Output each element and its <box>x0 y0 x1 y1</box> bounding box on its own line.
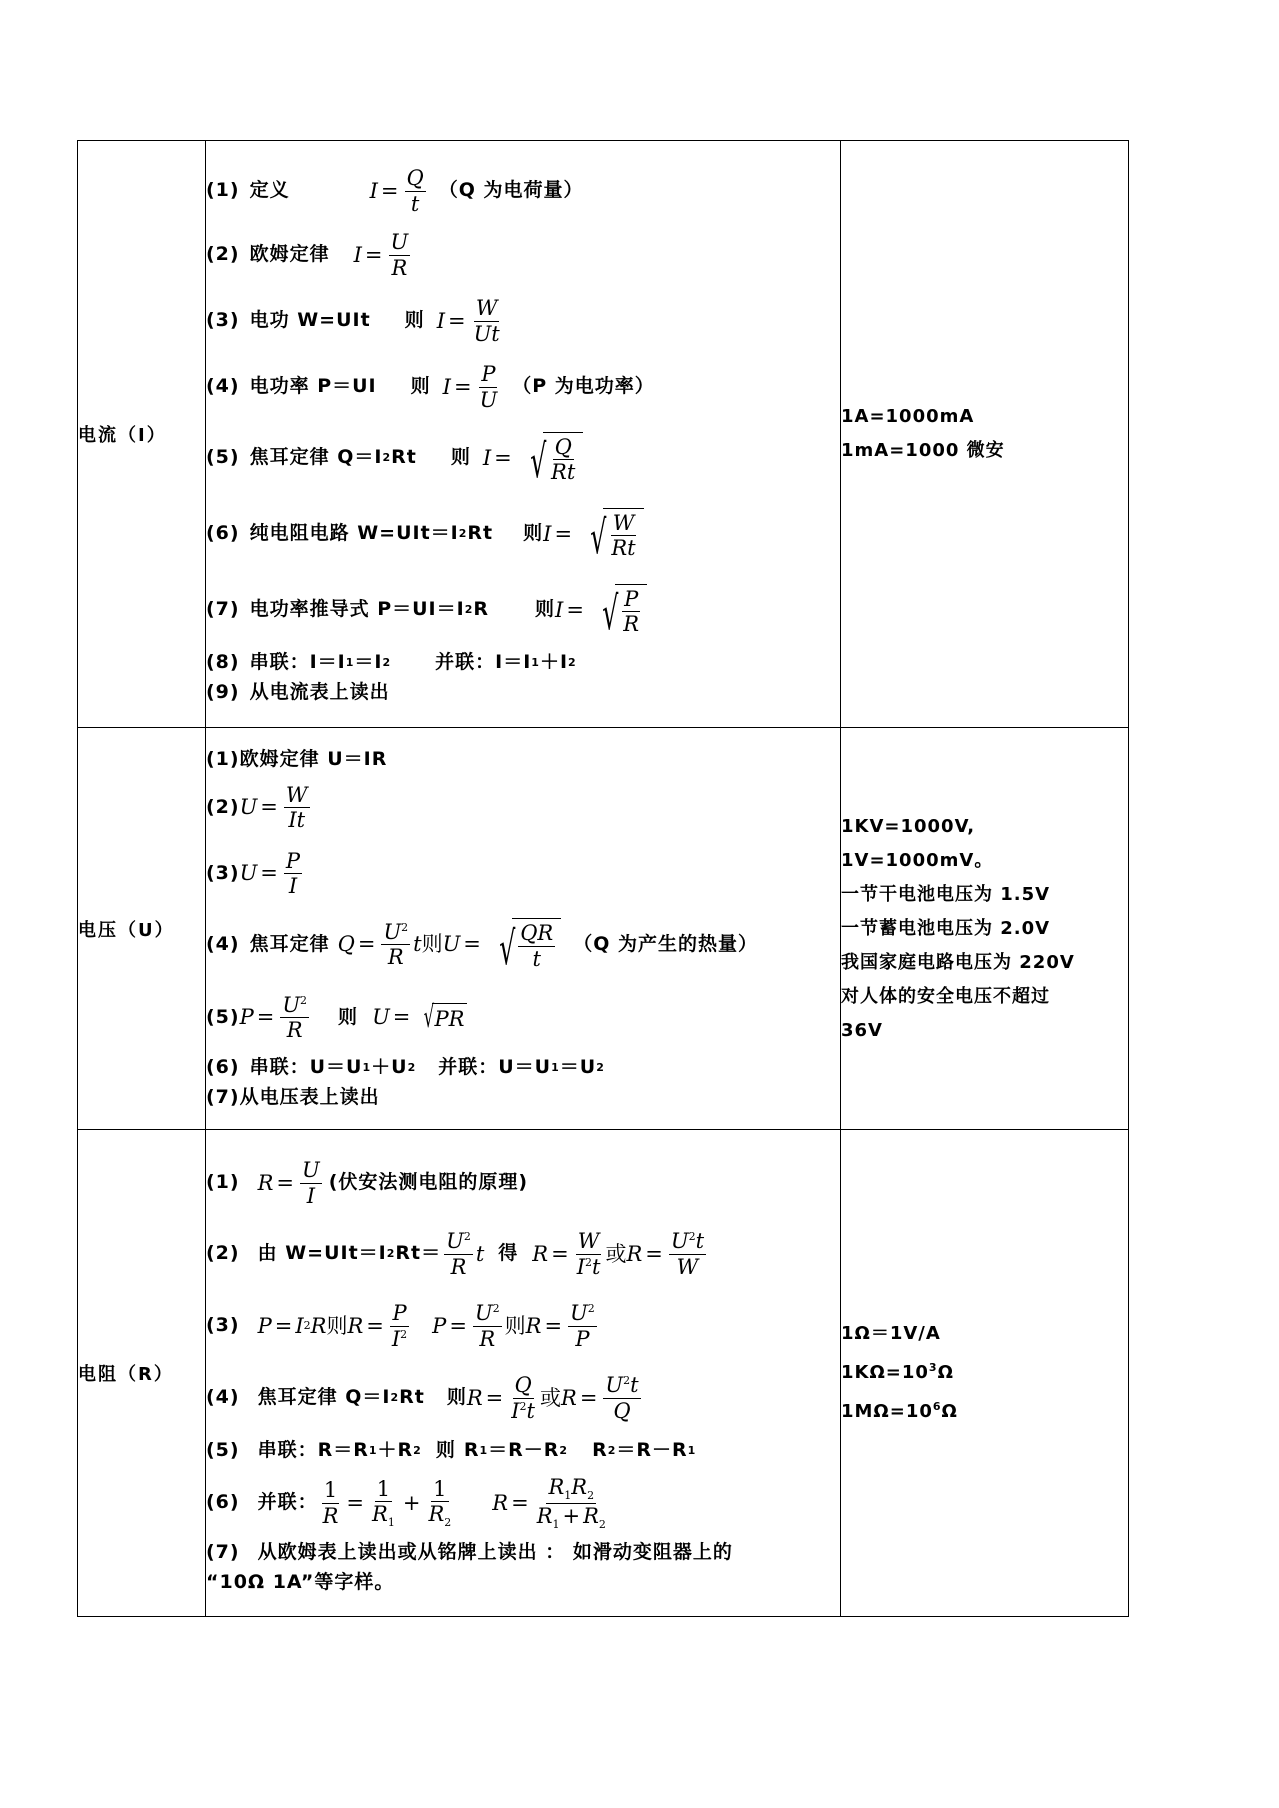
formula-cell <box>206 141 841 728</box>
table-row <box>78 1130 1129 1617</box>
formula-line: (3) U = $\frac{P}{I}$ <box>206 848 301 898</box>
quantity-name: 电流（I） <box>78 141 206 728</box>
unit-cell: 1KV=1000V, 1V=1000mV。 一节干电池电压为 1.5V 一节蓄电池电压为 2.0V 我国家庭电路电压为 220V 对人体的安全电压不超过 36V <box>841 728 1129 1130</box>
formula-line: (9) 从电流表上读出 <box>206 681 390 704</box>
formula-cell <box>206 1130 841 1617</box>
table-row <box>78 141 1129 728</box>
table-row <box>78 728 1129 1130</box>
formula-line: “10Ω 1A”等字样。 <box>206 1571 395 1594</box>
formula-line: (5) 串联： R＝R 1 ＋R 2 则 R 1 ＝R－R 2 R 2 ＝R－R 1 <box>206 1439 697 1462</box>
formula-line: (1) R = $\frac{U}{I}$ (伏安法测电阻的原理) <box>206 1158 529 1208</box>
quantity-name: 电阻（R） <box>78 1130 206 1617</box>
formula-line: (8) 串联： I＝I 1 ＝I 2 并联： I＝I 1 ＋I 2 <box>206 651 577 674</box>
formula-line: (7) 电功率推导式 P＝UI＝I 2 R 则 I = √ $\frac{P}{R}$ <box>206 572 840 648</box>
formula-line: (7) 从电压表上读出 <box>206 1085 380 1108</box>
formula-line: (4) 电功率 P＝UI 则 I = $\frac{P}{U}$ （P 为电功率） <box>206 362 655 412</box>
unit-cell: 1Ω＝1V/A $1K\Omega=10^3\Omega$ $1M\Omega=10^6\Omega$ <box>841 1130 1129 1617</box>
formula-line: (4) 焦耳定律 Q＝I 2 Rt 则 R = $\frac{Q}{I^2t}$ 或 R = $\frac{U^2t}{Q}$ <box>206 1373 639 1423</box>
formula-line: (6) 并联： $\frac{1}{R}$ = $\frac{1}{R_1}$ + $\frac{1}{R_2}$ R = $\frac{R_1R_2}{R_1 + R_2}$ <box>206 1474 606 1531</box>
formula-line: (2) 由 W=UIt＝I 2 Rt＝ $\frac{U^2}{R}$ t 得 R = $\frac{W}{I^2t}$ 或 R = $\frac{U^2t}{W}$ <box>206 1229 705 1279</box>
formula-line: (6) 串联： U＝U 1 ＋U 2 并联： U＝U 1 ＝U 2 <box>206 1055 605 1078</box>
formula-line: (5) P = $\frac{U^2}{R}$ 则 U = √ PR <box>206 983 840 1053</box>
formula-line: (7) 从欧姆表上读出或从铭牌上读出 ： 如滑动变阻器上的 <box>206 1541 733 1564</box>
formula-line: (5) 焦耳定律 Q＝I 2 Rt 则 I = √ $\frac{Q}{Rt}$ <box>206 420 840 496</box>
formula-line: (2) 欧姆定律 I = $\frac{U}{R}$ <box>206 230 409 280</box>
unit-cell: 1A=1000mA 1mA=1000 微安 <box>841 141 1129 728</box>
formula-line: (3) P = I 2 R 则 R = $\frac{P}{I^2}$ P = $\frac{U^2}{R}$ 则 R = $\frac{U^2}{P}$ <box>206 1301 595 1351</box>
formula-line: (1) 欧姆定律 U＝IR <box>206 747 388 770</box>
formula-table <box>77 140 1129 1617</box>
formula-line: (4) 焦耳定律 Q = $\frac{U^2}{R}$ t 则 U = √ $\frac{QR}{t}$ （Q 为产生的热量） <box>206 919 759 975</box>
formula-line: (6) 纯电阻电路 W=UIt＝I 2 Rt 则 I = √ $\frac{W}{Rt}$ <box>206 496 840 572</box>
formula-line: (1) 定义 I = $\frac{Q}{t}$ （Q 为电荷量） <box>206 166 584 216</box>
formula-cell <box>206 728 841 1130</box>
formula-line: (3) 电功 W=UIt 则 I = $\frac{W}{Ut}$ <box>206 296 500 346</box>
formula-line: (2) U = $\frac{W}{It}$ <box>206 782 308 832</box>
quantity-name: 电压（U） <box>78 728 206 1130</box>
